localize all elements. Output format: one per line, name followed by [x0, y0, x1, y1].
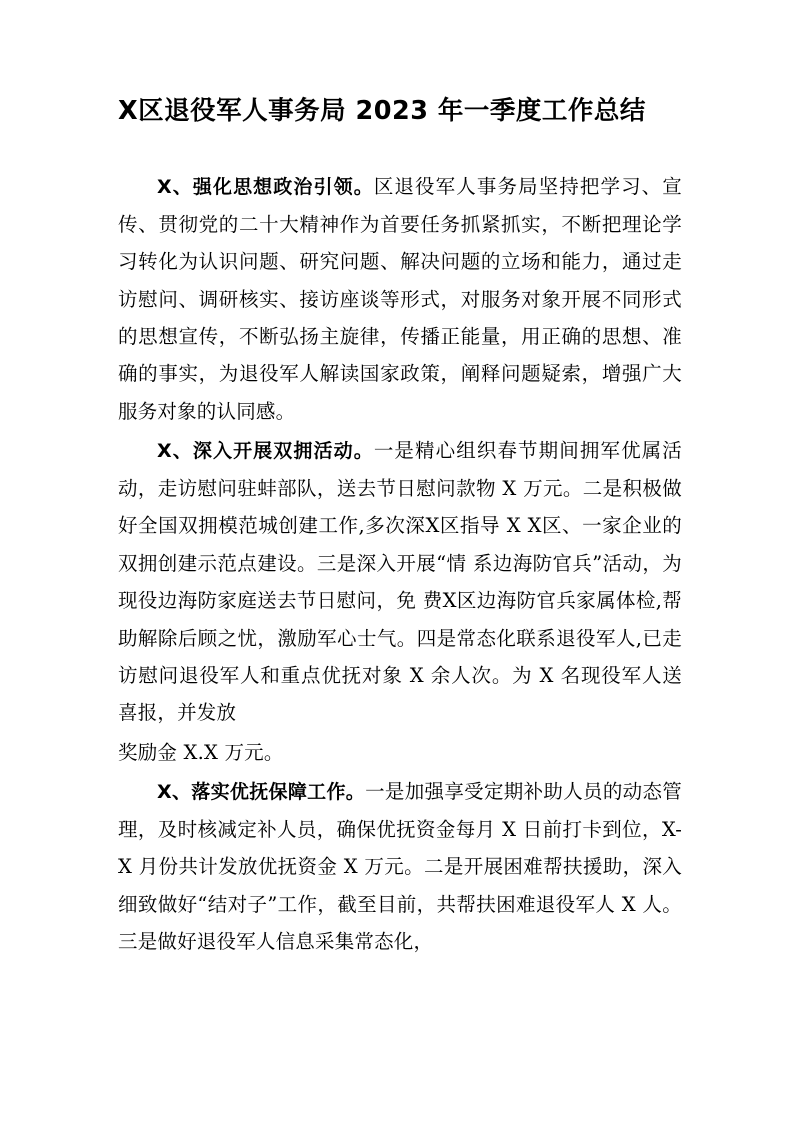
paragraph-4-body: 一是加强享受定期补助人员的动态管理，及时核减定补人员，确保优抚资金每月 X 日前打卡到位，X-X 月份共计发放优抚资金 X 万元。二是开展困难帮扶援助，深入细致做好“结对子”工作，截至目前，共帮扶困难退役军人 X 人。三是做好退役军人信息采集常态化，: [118, 780, 682, 954]
paragraph-2-lead: X、深入开展双拥活动。: [157, 440, 374, 463]
paragraph-1-body: 区退役军人事务局坚持把学习、宣传、贯彻党的二十大精神作为首要任务抓紧抓实，不断把理论学习转化为认识问题、研究问题、解决问题的立场和能力，通过走访慰问、调研核实、接访座谈等形式，对服务对象开展不同形式的思想宣传，不断弘扬主旋律，传播正能量，用正确的思想、准确的事实，为退役军人解读国家政策，阐释问题疑索，增强广大服务对象的认同感。: [118, 175, 682, 423]
page-title: X区退役军人事务局 2023 年一季度工作总结: [118, 96, 646, 126]
paragraph-4-lead: X、落实优抚保障工作。: [157, 781, 366, 804]
paragraph-2-body: 一是精心组织春节期间拥军优属活动，走访慰问驻蚌部队，送去节日慰问款物 X 万元。二是积极做好全国双拥模范城创建工作,多次深X区指导 X X区、一家企业的双拥创建示范点建设。三是深入开展“情 系边海防官兵”活动，为现役边海防家庭送去节日慰问，免 费X区边海防官兵家属体检,帮助解除后顾之忧，激励军心士气。四是常态化联系退役军人,已走访慰问退役军人和重点优抚对象 X 余人次。为 X 名现役军人送喜报，并发放: [118, 439, 682, 725]
paragraph-1: [118, 168, 682, 430]
paragraph-2: [118, 432, 682, 732]
paragraph-3-body: 奖励金 X.X 万元。: [118, 740, 284, 764]
paragraph-3: [118, 734, 682, 771]
paragraph-4: [118, 773, 682, 960]
paragraph-1-lead: X、强化思想政治引领。: [157, 176, 374, 199]
